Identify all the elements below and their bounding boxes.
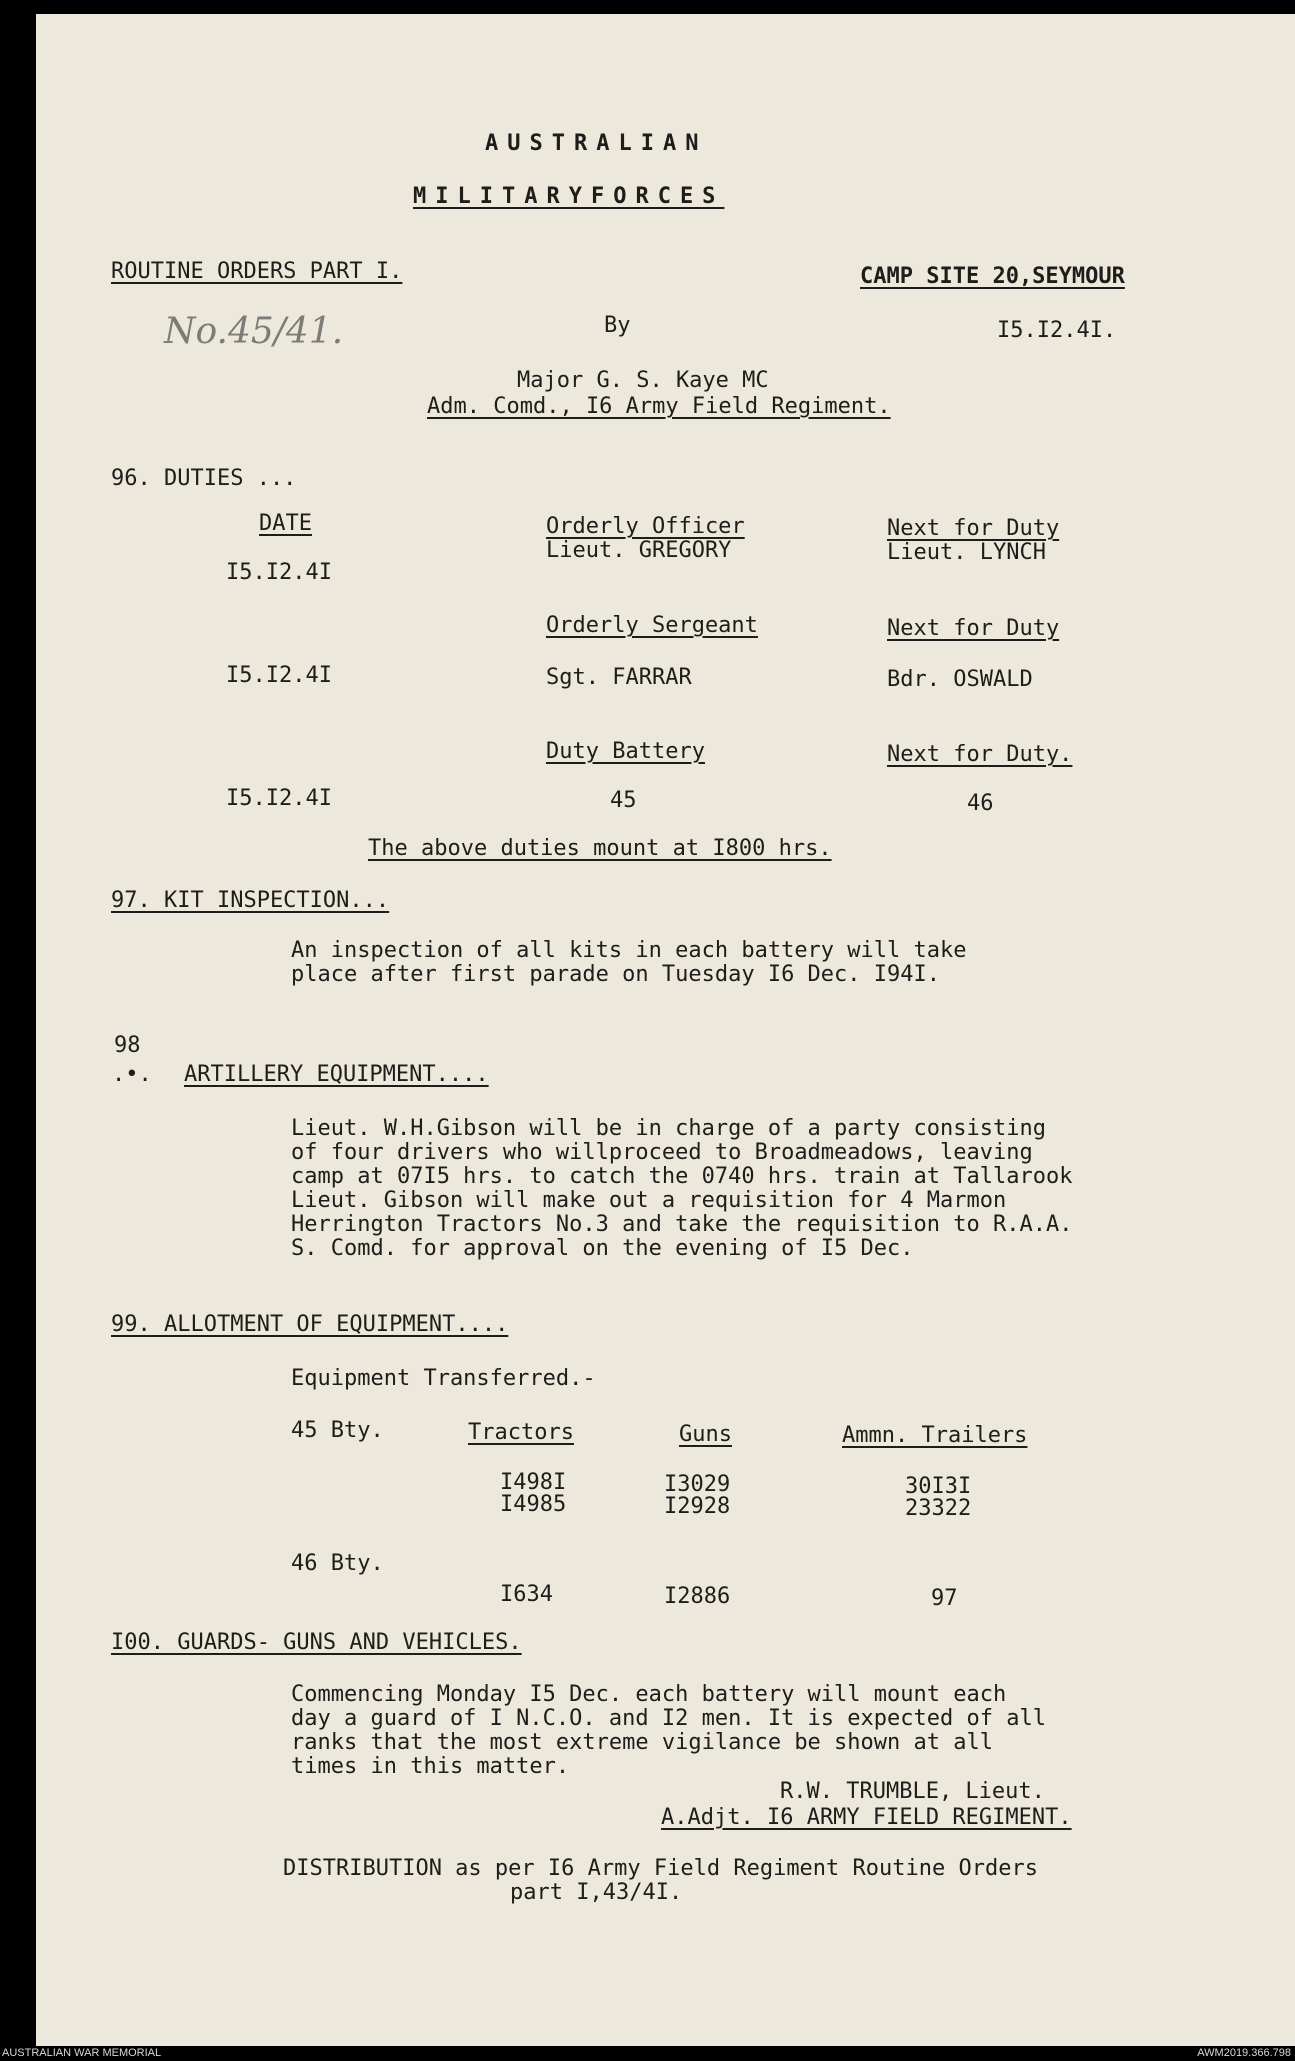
item-100-heading: I00. GUARDS- GUNS AND VEHICLES.	[111, 1630, 522, 1655]
handwritten-order-number: No.45/41.	[164, 311, 344, 352]
item-98-number: 98	[114, 1033, 141, 1058]
signature-name: R.W. TRUMBLE, Lieut.	[780, 1779, 1045, 1804]
date-column-header: DATE	[259, 511, 312, 536]
item-98-line: Lieut. W.H.Gibson will be in charge of a party consisting	[291, 1116, 1046, 1141]
duty-date: I5.I2.4I	[226, 663, 332, 688]
item-99-heading: 99. ALLOTMENT OF EQUIPMENT....	[111, 1312, 509, 1337]
duty-battery-value: 45	[610, 788, 637, 813]
camp-site-heading: CAMP SITE 20,SEYMOUR	[860, 264, 1125, 289]
orderly-sergeant-value: Sgt. FARRAR	[546, 665, 692, 690]
battery-45-label: 45 Bty.	[291, 1418, 384, 1443]
by-label: By	[604, 313, 631, 338]
document-page	[36, 14, 1295, 2046]
tractors-column-header: Tractors	[468, 1420, 574, 1445]
item-97-line: place after first parade on Tuesday I6 Dec. I94I.	[291, 962, 941, 987]
title-line-2: MILITARYFORCES	[413, 184, 725, 209]
routine-orders-heading: ROUTINE ORDERS PART I.	[111, 259, 403, 284]
item-100-line: day a guard of I N.C.O. and I2 men. It is expected of all	[291, 1706, 1046, 1731]
next-for-duty-header: Next for Duty.	[887, 742, 1073, 767]
issuing-command: Adm. Comd., I6 Army Field Regiment.	[427, 394, 891, 419]
orderly-officer-header: Orderly Officer	[546, 514, 745, 539]
next-sergeant-value: Bdr. OSWALD	[887, 667, 1033, 692]
item-98-line: of four drivers who willproceed to Broadmeadows, leaving	[291, 1140, 1033, 1165]
next-for-duty-header: Next for Duty	[887, 516, 1060, 541]
tractor-number: I498I	[500, 1470, 567, 1495]
duty-battery-header: Duty Battery	[546, 739, 705, 764]
footer-source: AUSTRALIAN WAR MEMORIAL	[2, 2047, 162, 2059]
duty-date: I5.I2.4I	[226, 560, 332, 585]
gun-number: I2928	[664, 1494, 731, 1519]
trailer-number: 30I3I	[905, 1474, 972, 1499]
footer-bar	[0, 2047, 1295, 2061]
item-96-heading: 96. DUTIES ...	[111, 466, 297, 491]
item-98-heading: ARTILLERY EQUIPMENT....	[184, 1062, 489, 1087]
item-97-heading: 97. KIT INSPECTION...	[111, 888, 390, 913]
order-date: I5.I2.4I.	[997, 318, 1117, 343]
item-98-marker: .•.	[112, 1062, 152, 1087]
signature-role: A.Adjt. I6 ARMY FIELD REGIMENT.	[661, 1805, 1072, 1830]
footer-accession-number: AWM2019.366.798	[1197, 2047, 1291, 2059]
duties-note: The above duties mount at I800 hrs.	[368, 836, 832, 861]
next-for-duty-header: Next for Duty	[887, 616, 1060, 641]
tractor-number: I634	[500, 1582, 553, 1607]
equipment-transferred-label: Equipment Transferred.-	[291, 1366, 596, 1391]
item-100-line: ranks that the most extreme vigilance be shown at all	[291, 1730, 993, 1755]
distribution-line: DISTRIBUTION as per I6 Army Field Regiment Routine Orders	[283, 1856, 1038, 1881]
tractor-number: I4985	[500, 1492, 567, 1517]
gun-number: I3029	[664, 1472, 731, 1497]
item-98-line: camp at 07I5 hrs. to catch the 0740 hrs. train at Tallarook	[291, 1164, 1073, 1189]
trailer-number: 97	[931, 1586, 958, 1611]
item-98-line: S. Comd. for approval on the evening of I5 Dec.	[291, 1236, 914, 1261]
item-98-line: Lieut. Gibson will make out a requisition for 4 Marmon	[291, 1188, 1007, 1213]
trailers-column-header: Ammn. Trailers	[842, 1423, 1028, 1448]
item-100-line: Commencing Monday I5 Dec. each battery will mount each	[291, 1682, 1007, 1707]
battery-46-label: 46 Bty.	[291, 1551, 384, 1576]
guns-column-header: Guns	[679, 1422, 732, 1447]
orderly-officer-value: Lieut. GREGORY	[546, 538, 732, 563]
item-97-line: An inspection of all kits in each battery will take	[291, 938, 967, 963]
item-100-line: times in this matter.	[291, 1754, 570, 1779]
title-line-1: AUSTRALIAN	[485, 131, 708, 156]
issuing-officer: Major G. S. Kaye MC	[517, 368, 769, 393]
gun-number: I2886	[664, 1584, 731, 1609]
duty-date: I5.I2.4I	[226, 786, 332, 811]
orderly-sergeant-header: Orderly Sergeant	[546, 613, 758, 638]
next-officer-value: Lieut. LYNCH	[887, 540, 1046, 565]
next-battery-value: 46	[967, 791, 994, 816]
item-98-line: Herrington Tractors No.3 and take the requisition to R.A.A.	[291, 1212, 1073, 1237]
trailer-number: 23322	[905, 1496, 972, 1521]
distribution-line: part I,43/4I.	[510, 1880, 683, 1905]
